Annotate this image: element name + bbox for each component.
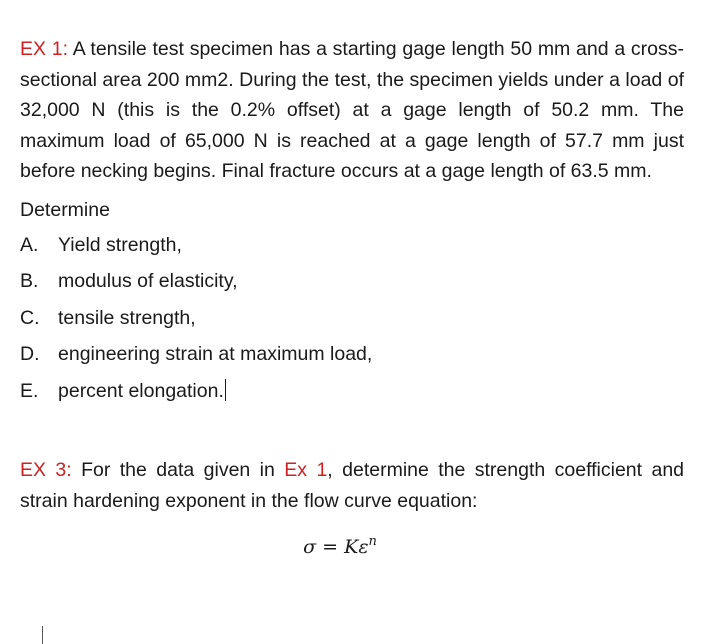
equation-equals: = — [322, 536, 339, 558]
equation-exponent: n — [368, 534, 377, 549]
equation-sigma: σ — [303, 536, 317, 558]
ex3-text-before: For the data given in — [81, 459, 275, 481]
question-item-a — [20, 227, 684, 264]
text-cursor — [225, 379, 227, 401]
item-text: percent elongation. — [58, 379, 224, 402]
ex3-text-after: , determine the strength coefficient and strain hardening exponent in the flow curve equation: — [20, 459, 685, 512]
question-item-d — [20, 336, 684, 373]
equation-k: K — [344, 536, 359, 558]
item-letter: E. — [20, 379, 39, 402]
ex1-text: A tensile test specimen has a starting gage length 50 mm and a cross-sectional area 200 mm2. During the test, the specimen yields under a load of 32,000 N (this is the 0.2% offset) at a gage length of 50.2 mm. The maximum load of 65,000 N is reached at a gage length of 57.7 mm just before necking begins. Final fracture occurs at a gage length of 63.5 mm. — [20, 38, 685, 182]
item-text: modulus of elasticity, — [58, 270, 238, 292]
document — [20, 34, 684, 558]
ex3-label: EX 3: — [20, 459, 72, 481]
ex3-paragraph — [20, 455, 684, 516]
question-item-e — [20, 373, 684, 410]
determine-heading: Determine — [20, 198, 110, 221]
ex3-reference: Ex 1 — [284, 459, 328, 481]
equation-epsilon: ε — [358, 536, 369, 558]
item-letter: C. — [20, 306, 40, 329]
item-text-with-cursor[interactable] — [58, 373, 226, 410]
question-item-b — [20, 263, 684, 300]
flow-curve-equation — [0, 534, 684, 558]
question-list — [20, 227, 684, 410]
page-edge-marker — [42, 626, 43, 644]
ex1-paragraph — [20, 34, 684, 187]
item-letter: B. — [20, 270, 39, 292]
item-letter: A. — [20, 233, 39, 256]
item-text: engineering strain at maximum load, — [58, 343, 373, 365]
item-letter: D. — [20, 343, 40, 365]
question-item-c — [20, 300, 684, 337]
item-text: tensile strength, — [58, 306, 196, 329]
item-text: Yield strength, — [58, 233, 182, 256]
ex1-label: EX 1: — [20, 38, 69, 60]
